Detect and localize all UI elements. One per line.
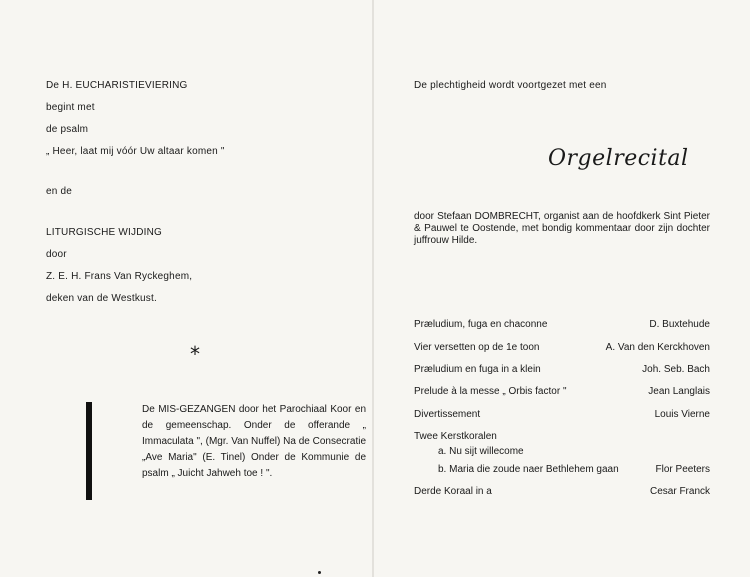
program-item xyxy=(414,319,710,333)
program-item xyxy=(414,364,710,378)
star-ornament: * xyxy=(190,342,200,366)
celebrant-title: deken van de Westkust. xyxy=(46,293,157,304)
page-fold xyxy=(372,0,374,577)
psalm-title: „ Heer, laat mij vóór Uw altaar komen " xyxy=(46,146,225,157)
program-item xyxy=(414,446,710,460)
program-work: Præludium en fuga in a klein xyxy=(414,364,541,375)
program-composer: Flor Peeters xyxy=(655,464,710,475)
program-composer: Joh. Seb. Bach xyxy=(642,364,710,375)
program-item xyxy=(414,486,710,500)
eucharist-heading: De H. EUCHARISTIEVIERING xyxy=(46,80,188,91)
program-work: Twee Kerstkoralen xyxy=(414,431,497,442)
vertical-rule xyxy=(86,402,92,500)
liturgy-heading: LITURGISCHE WIJDING xyxy=(46,227,163,238)
program-composer: D. Buxtehude xyxy=(649,319,710,330)
mass-songs-paragraph: De MIS-GEZANGEN door het Parochiaal Koor en de gemeenschap. Onder de offerande „ Immaculata ", (Mgr. Van Nuffel) Na de Consecratie „Ave Maria" (E. Tinel) Onder de Kommunie de psalm „ Juicht Jahweh toe ! ". xyxy=(142,404,366,479)
program-work: a. Nu sijt willecome xyxy=(438,446,524,457)
program-composer: Louis Vierne xyxy=(654,409,710,420)
program-composer: Cesar Franck xyxy=(649,486,710,497)
program-item xyxy=(414,431,710,445)
program-work: Prelude à la messe „ Orbis factor " xyxy=(414,386,567,397)
program-work: b. Maria die zoude naer Bethlehem gaan xyxy=(438,464,619,475)
celebrant-name: Z. E. H. Frans Van Ryckeghem, xyxy=(46,271,193,282)
program-work: Derde Koraal in a xyxy=(414,486,492,497)
recital-title: Orgelrecital xyxy=(548,146,689,171)
page-mark xyxy=(318,571,321,574)
program-work: Præludium, fuga en chaconne xyxy=(414,319,548,330)
program-work: Vier versetten op de 1e toon xyxy=(414,342,540,353)
program-composer: A. Van den Kerckhoven xyxy=(605,342,710,353)
program-item xyxy=(414,409,710,423)
psalm-label: de psalm xyxy=(46,124,89,135)
program-item xyxy=(414,464,710,478)
begins-with-text: begint met xyxy=(46,102,95,113)
program-composer: Jean Langlais xyxy=(648,386,710,397)
program-work: Divertissement xyxy=(414,409,481,420)
continuation-heading: De plechtigheid wordt voortgezet met een xyxy=(414,80,607,91)
program-item xyxy=(414,342,710,356)
and-text: en de xyxy=(46,186,73,197)
by-text: door xyxy=(46,249,67,260)
program-item xyxy=(414,386,710,400)
organist-intro: door Stefaan DOMBRECHT, organist aan de hoofdkerk Sint Pieter & Pauwel te Oostende, met bondig kommentaar door zijn dochter juffrouw Hilde. xyxy=(414,211,710,246)
